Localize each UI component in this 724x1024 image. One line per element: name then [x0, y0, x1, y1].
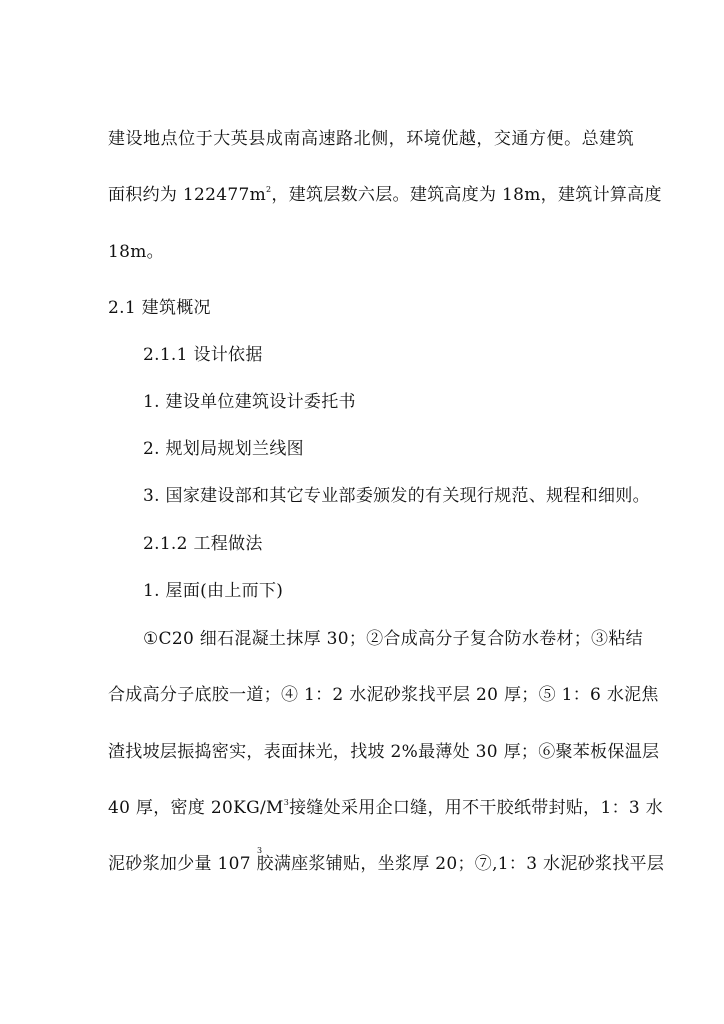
section-heading: 2.1 建筑概况 — [108, 298, 211, 318]
superscript: 3 — [283, 798, 290, 807]
list-item: 1. 屋面(由上而下) — [143, 581, 284, 601]
text-run: 接缝处采用企口缝，用不干胶纸带封贴，1：3 水 — [289, 798, 664, 818]
list-item: 1. 建设单位建筑设计委托书 — [143, 392, 356, 412]
paragraph-line: 合成高分子底胶一道；④ 1：2 水泥砂浆找平层 20 厚；⑤ 1：6 水泥焦 — [108, 685, 659, 705]
subsection-heading: 2.1.1 设计依据 — [143, 345, 263, 365]
stray-mark: 3 — [257, 846, 263, 855]
paragraph-line: ①C20 细石混凝土抹厚 30；②合成高分子复合防水卷材；③粘结 — [143, 629, 643, 649]
text-run: ，建筑层数六层。建筑高度为 18m，建筑计算高度 — [271, 185, 662, 205]
paragraph-line: 18m。 — [108, 242, 164, 262]
paragraph-line: 建设地点位于大英县成南高速路北侧，环境优越，交通方便。总建筑 — [108, 129, 634, 149]
paragraph-line: 泥砂浆加少量 107 胶满座浆铺贴，坐浆厚 20；⑦,1：3 水泥砂浆找平层 — [108, 854, 665, 874]
subsection-heading: 2.1.2 工程做法 — [143, 534, 263, 554]
paragraph-line: 渣找坡层振捣密实，表面抹光，找坡 2%最薄处 30 厚；⑥聚苯板保温层 — [108, 742, 660, 762]
paragraph-line — [108, 183, 662, 207]
text-run: 面积约为 122477m — [108, 185, 267, 205]
list-item: 2. 规划局规划兰线图 — [143, 439, 304, 459]
list-item: 3. 国家建设部和其它专业部委颁发的有关现行规范、规程和细则。 — [143, 486, 650, 506]
superscript: 2 — [266, 185, 272, 194]
paragraph-line — [108, 796, 664, 820]
text-run: 40 厚，密度 20KG/M — [108, 798, 284, 818]
